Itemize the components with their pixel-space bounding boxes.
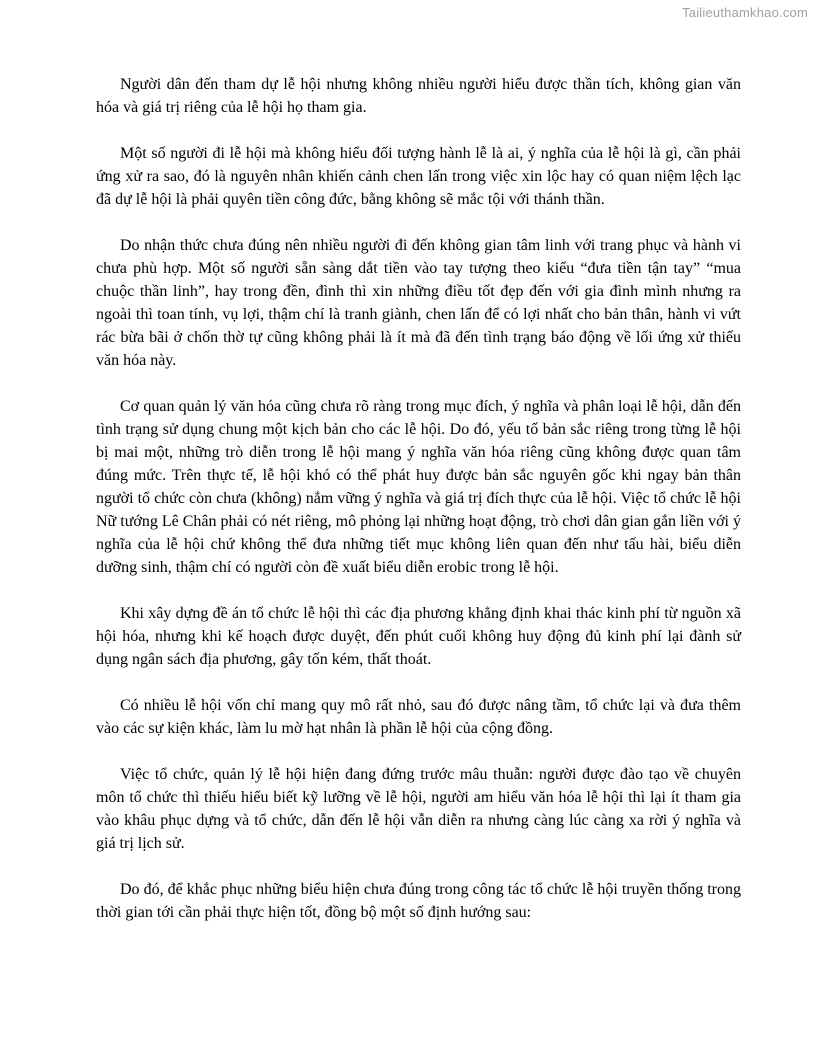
watermark-text: Tailieuthamkhao.com xyxy=(682,5,808,20)
paragraph-3: Do nhận thức chưa đúng nên nhiều người đi đến không gian tâm linh với trang phục và hành vi chưa phù hợp. Một số người sẵn sàng dắt tiền vào tay tượng theo kiểu “đưa tiền tận tay” “mua chuộc thần linh”, hay trong đền, đình thì xin những điều tốt đẹp đến với gia đình mình nhưng ra ngoài thì toan tính, vụ lợi, thậm chí là tranh giành, chen lấn để có lợi nhất cho bản thân, hành vi vứt rác bừa bãi ở chốn thờ tự cũng không phải là ít mà đã đến tình trạng báo động về lối ứng xử thiếu văn hóa này. xyxy=(96,237,741,369)
paragraph-1: Người dân đến tham dự lễ hội nhưng không nhiều người hiểu được thần tích, không gian văn hóa và giá trị riêng của lễ hội họ tham gia. xyxy=(96,76,741,116)
paragraph-2: Một số người đi lễ hội mà không hiểu đối tượng hành lễ là ai, ý nghĩa của lễ hội là gì, cần phải ứng xử ra sao, đó là nguyên nhân khiến cảnh chen lấn trong việc xin lộc hay có quan niệm lệch lạc đã dự lễ hội là phải quyên tiền công đức, bằng không sẽ mắc tội với thánh thần. xyxy=(96,145,741,208)
document-body xyxy=(96,73,741,947)
paragraph-8: Do đó, để khắc phục những biểu hiện chưa đúng trong công tác tổ chức lễ hội truyền thống trong thời gian tới cần phải thực hiện tốt, đồng bộ một số định hướng sau: xyxy=(96,881,741,921)
paragraph-5: Khi xây dựng đề án tổ chức lễ hội thì các địa phương khẳng định khai thác kinh phí từ nguồn xã hội hóa, nhưng khi kế hoạch được duyệt, đến phút cuối không huy động đủ kinh phí lại đành sử dụng ngân sách địa phương, gây tốn kém, thất thoát. xyxy=(96,605,741,668)
paragraph-7: Việc tổ chức, quản lý lễ hội hiện đang đứng trước mâu thuẫn: người được đào tạo về chuyên môn tổ chức thì thiếu hiểu biết kỹ lưỡng về lễ hội, người am hiểu văn hóa lễ hội thì lại ít tham gia vào khâu phục dựng và tổ chức, dẫn đến lễ hội vẫn diễn ra nhưng càng lúc càng xa rời ý nghĩa và giá trị lịch sử. xyxy=(96,766,741,852)
paragraph-4: Cơ quan quản lý văn hóa cũng chưa rõ ràng trong mục đích, ý nghĩa và phân loại lễ hội, dẫn đến tình trạng sử dụng chung một kịch bản cho các lễ hội. Do đó, yếu tố bản sắc riêng trong từng lễ hội bị mai một, những trò diễn trong lễ hội mang ý nghĩa văn hóa riêng cũng không được quan tâm đúng mức. Trên thực tế, lễ hội khó có thể phát huy được bản sắc nguyên gốc khi ngay bản thân người tổ chức còn chưa (không) nắm vững ý nghĩa và giá trị đích thực của lễ hội. Việc tổ chức lễ hội Nữ tướng Lê Chân phải có nét riêng, mô phỏng lại những hoạt động, trò chơi dân gian gắn liền với ý nghĩa của lễ hội chứ không thể đưa những tiết mục không liên quan đến như tấu hài, biểu diễn dưỡng sinh, thậm chí có người còn đề xuất biểu diễn erobic trong lễ hội. xyxy=(96,398,741,576)
paragraph-6: Có nhiều lễ hội vốn chỉ mang quy mô rất nhỏ, sau đó được nâng tầm, tổ chức lại và đưa thêm vào các sự kiện khác, làm lu mờ hạt nhân là phần lễ hội của cộng đồng. xyxy=(96,697,741,737)
